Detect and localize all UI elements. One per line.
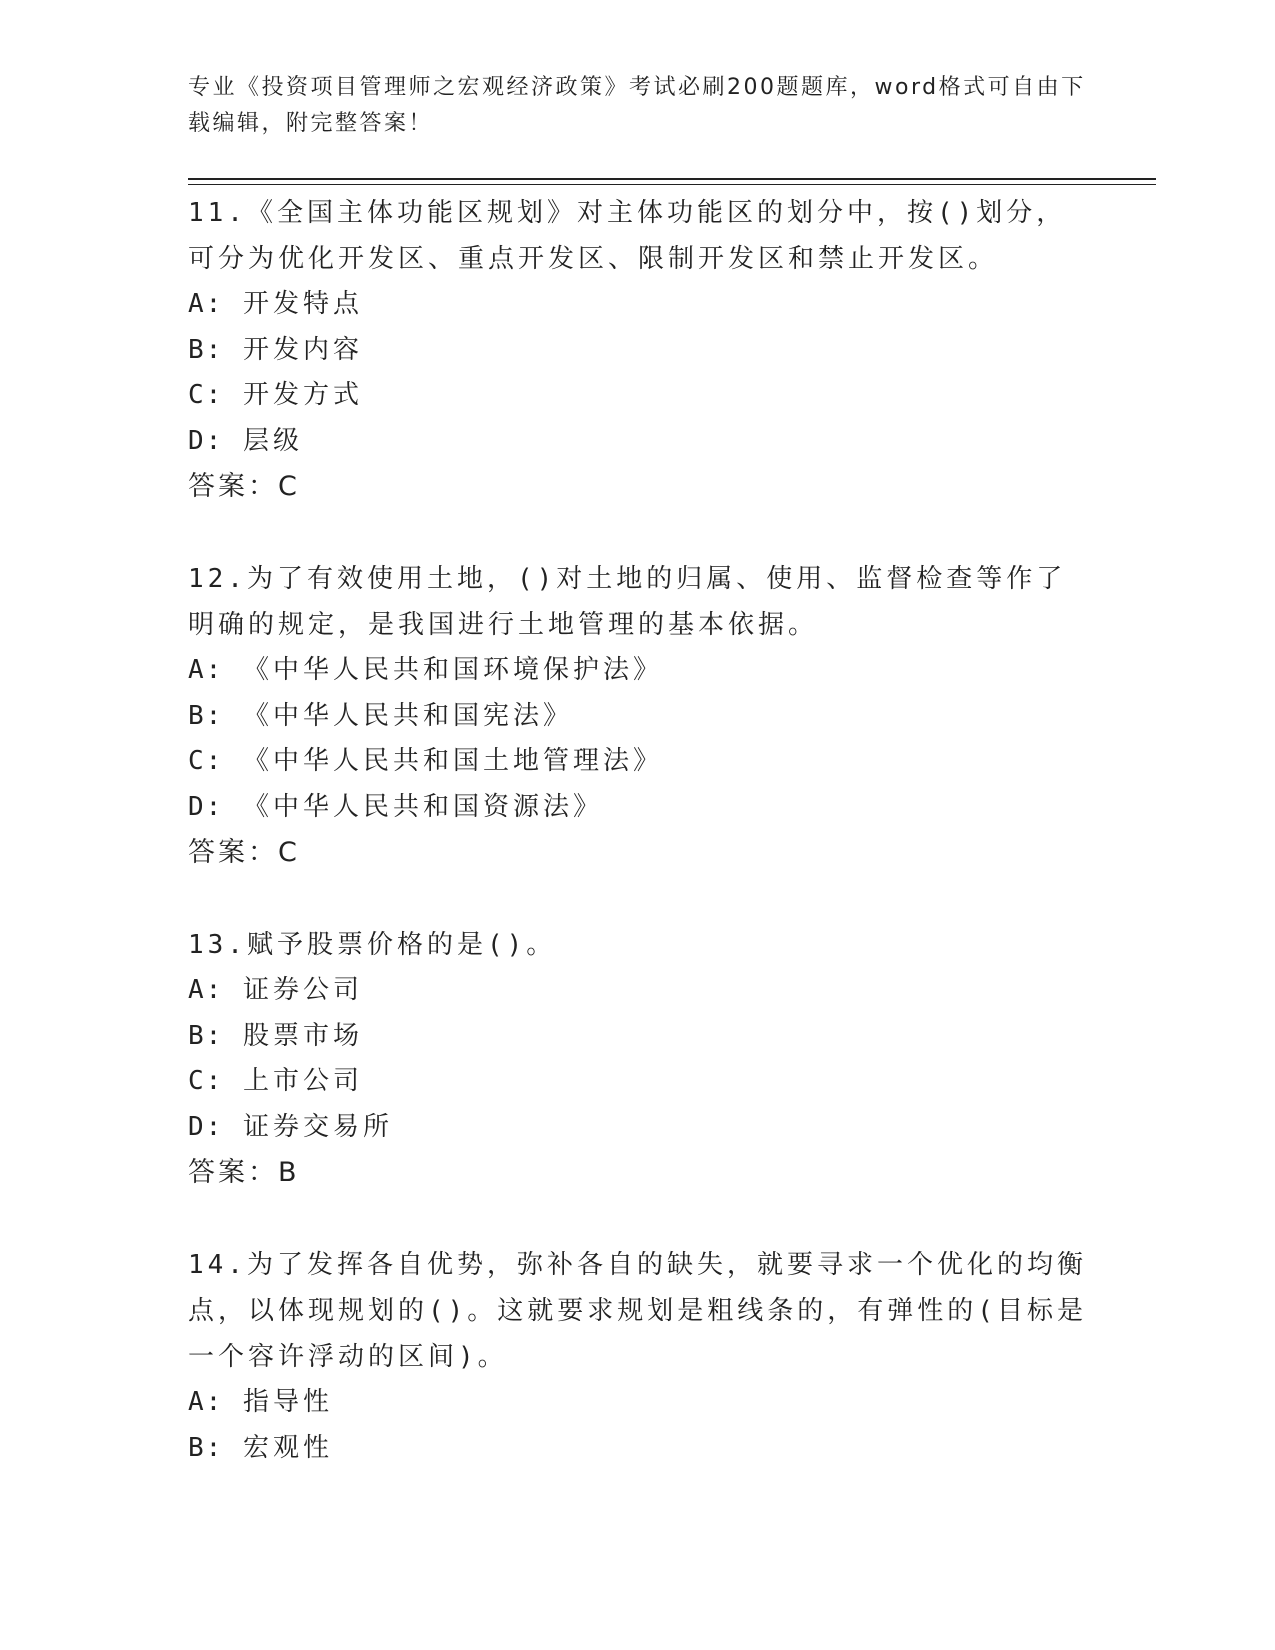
option-key: B:: [188, 700, 224, 731]
option-text: 宏观性: [242, 1432, 333, 1463]
option-a: [188, 1380, 1088, 1426]
question-text: 12.为了有效使用土地，()对土地的归属、使用、监督检查等作了明确的规定，是我国进行土地管理的基本依据。: [188, 564, 1067, 640]
question-list: [188, 190, 1088, 1471]
header-divider: [188, 178, 1156, 185]
option-key: A:: [188, 975, 224, 1005]
option-text: 层级: [242, 425, 303, 456]
option-b: [188, 694, 1088, 740]
option-text: 开发内容: [242, 334, 363, 365]
option-a: [188, 282, 1088, 328]
answer-line: 答案：C: [188, 837, 300, 868]
option-b: [188, 1426, 1088, 1472]
spacer: [188, 510, 1088, 556]
option-text: 上市公司: [242, 1066, 363, 1096]
question-13: [188, 922, 1088, 1196]
answer-line: 答案：B: [188, 1157, 300, 1188]
option-d: [188, 419, 1088, 465]
option-key: B:: [188, 334, 224, 365]
option-text: 开发特点: [242, 289, 363, 319]
spacer: [188, 1196, 1088, 1242]
option-key: B:: [188, 1020, 224, 1051]
option-key: D:: [188, 1111, 224, 1142]
spacer: [188, 876, 1088, 922]
option-d: [188, 785, 1088, 831]
option-c: [188, 373, 1088, 419]
option-text: 《中华人民共和国资源法》: [242, 791, 603, 822]
option-key: A:: [188, 1387, 224, 1417]
option-d: [188, 1105, 1088, 1151]
document-header: 专业《投资项目管理师之宏观经济政策》考试必刷200题题库，word格式可自由下载编辑，附完整答案！: [188, 75, 1086, 136]
option-key: C:: [188, 380, 224, 410]
option-key: C:: [188, 746, 224, 776]
question-11: [188, 190, 1088, 510]
question-14: [188, 1242, 1088, 1471]
option-text: 《中华人民共和国土地管理法》: [242, 746, 663, 776]
option-key: D:: [188, 791, 224, 822]
option-text: 证券公司: [242, 975, 363, 1005]
option-a: [188, 648, 1088, 694]
question-text: 11.《全国主体功能区规划》对主体功能区的划分中，按()划分，可分为优化开发区、重点开发区、限制开发区和禁止开发区。: [188, 198, 1067, 274]
option-text: 证券交易所: [242, 1111, 393, 1142]
question-12: [188, 556, 1088, 876]
option-text: 《中华人民共和国环境保护法》: [242, 655, 663, 685]
option-text: 《中华人民共和国宪法》: [242, 700, 573, 731]
option-text: 开发方式: [242, 380, 363, 410]
option-key: B:: [188, 1432, 224, 1463]
option-key: A:: [188, 289, 224, 319]
question-text: 13.赋予股票价格的是()。: [188, 930, 557, 960]
option-key: D:: [188, 425, 224, 456]
option-b: [188, 1014, 1088, 1060]
option-key: C:: [188, 1066, 224, 1096]
question-text: 14.为了发挥各自优势，弥补各自的缺失，就要寻求一个优化的均衡点，以体现规划的()。这就要求规划是粗线条的，有弹性的(目标是一个容许浮动的区间)。: [188, 1250, 1087, 1372]
option-c: [188, 1059, 1088, 1105]
option-text: 股票市场: [242, 1020, 363, 1051]
option-a: [188, 968, 1088, 1014]
option-text: 指导性: [242, 1387, 333, 1417]
option-key: A:: [188, 655, 224, 685]
option-c: [188, 739, 1088, 785]
answer-line: 答案：C: [188, 471, 300, 502]
option-b: [188, 328, 1088, 374]
